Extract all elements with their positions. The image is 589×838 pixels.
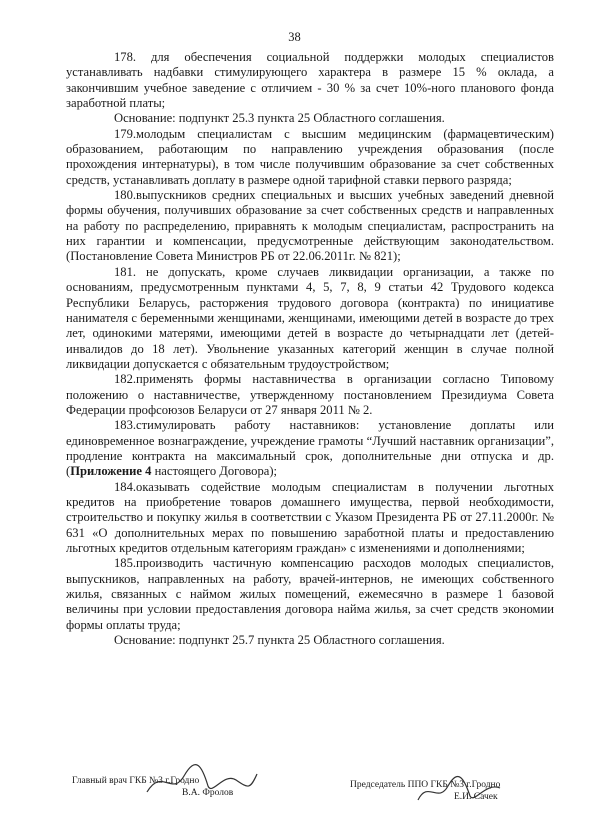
paragraph-181: 181. не допускать, кроме случаев ликвидации организации, а также по основаниям, предусмотренным пунктами 4, 5, 7, 8, 9 статьи 42 Трудового кодекса Республики Беларусь, расторжения трудового договора (контракта) по инициативе нанимателя с беременными женщинами, женщинами, имеющими детей в возрасте до трех лет, одинокими матерями, имеющими детей в возрасте до четырнадцати лет (детей-инвалидов до 18 лет). Увольнение указанных категорий женщин в случае полной ликвидации допускается с обязательным трудоустройством; [66,264,554,371]
paragraph-183-tail: настоящего Договора); [151,464,278,479]
appendix-reference: Приложение 4 [70,464,152,479]
page-number: 38 [288,30,301,44]
paragraph-183-text: 183.стимулировать работу наставников: установление доплаты или единовременное вознаграждение, учреждение грамоты “Лучший наставник организации”, продление контракта на максимальный срок, дополнительные дни отпуска и др. ( [66,418,554,479]
basis-note-2: Основание: подпункт 25.7 пункта 25 Областного соглашения. [114,633,445,648]
signature-left-name: В.А. Фролов [182,788,234,798]
basis-note-1: Основание: подпункт 25.3 пункта 25 Областного соглашения. [114,111,445,126]
paragraph-179: 179.молодым специалистам с высшим медицинским (фармацевтическим) образованием, работающим по направлению учреждения образования (после прохождения интернатуры), в том числе получившим образование за счет собственных средств, устанавливать доплату в размере одной тарифной ставки первого разряда; [66,126,554,187]
document-body [66,50,554,648]
paragraph-185: 185.производить частичную компенсацию расходов молодых специалистов, выпускников, направленных на работу, врачей-интернов, не имеющих собственного жилья, связанных с наймом жилых помещений, ежемесячно в размере 1 базовой величины при условии предоставления договора найма жилья, за счет средств экономии формы оплаты труда; [66,556,554,632]
paragraph-184: 184.оказывать содействие молодым специалистам в получении льготных кредитов на приобретение товаров домашнего имущества, первой необходимости, строительство и покупку жилья в соответствии с Указом Президента РБ от 27.11.2000г. № 631 «О дополнительных мерах по повышению заработной платы и предоставлению льготных кредитов отдельным категориям граждан» с изменениями и дополнениями; [66,479,554,555]
signature-right-name: Е.И. Сачек [454,792,498,802]
paragraph-183 [66,418,554,479]
signature-right-title: Председатель ППО ГКБ №3 г.Гродно [350,780,501,790]
paragraph-182: 182.применять формы наставничества в организации согласно Типовому положению о наставничестве, утвержденному постановлением Президиума Совета Федерации профсоюзов Беларуси от 27 января 2011 № 2. [66,372,554,417]
paragraph-178: 178. для обеспечения социальной поддержки молодых специалистов устанавливать надбавки стимулирующего характера в размере 15 % оклада, а закончившим учебное заведение с отличием - 30 % за счет 10%-ного планового фонда заработной платы; [66,50,554,111]
paragraph-180: 180.выпускников средних специальных и высших учебных заведений дневной формы обучения, получивших образование за счет собственных средств и направленных на работу по распределению, приравнять к молодым специалистам, распространить на них гарантии и компенсации, предусмотренные действующим законодательством. (Постановление Совета Министров РБ от 22.06.2011г. № 821); [66,188,554,264]
signature-left-title: Главный врач ГКБ №3 г.Гродно [72,776,200,786]
